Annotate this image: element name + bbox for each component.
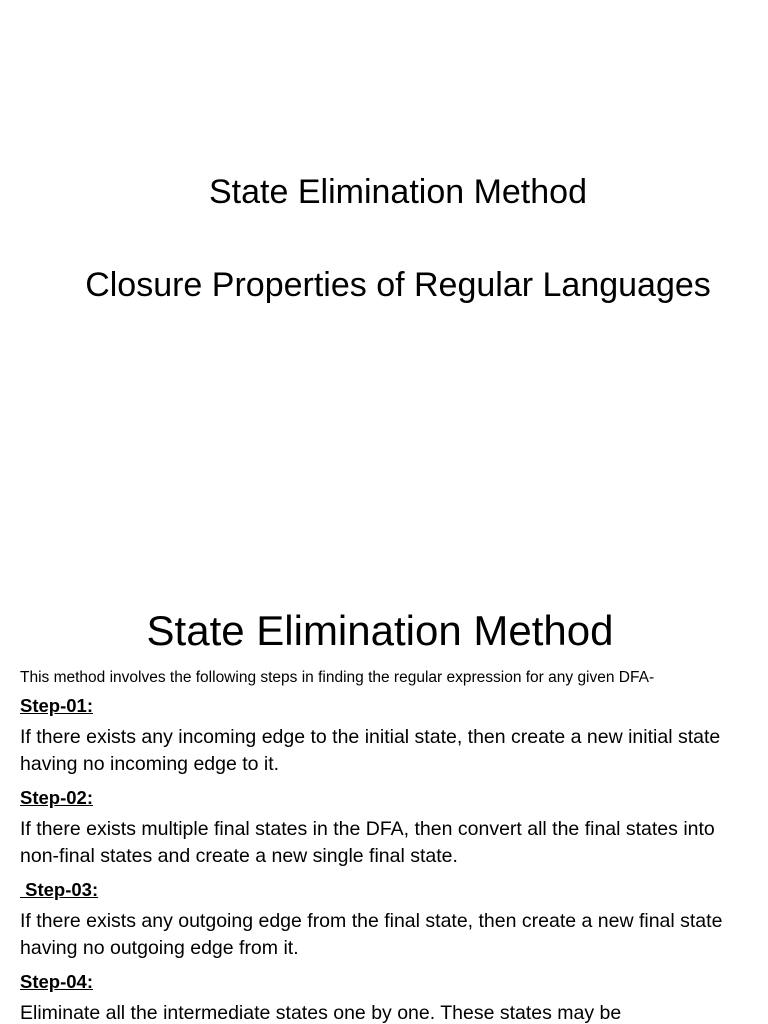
step-02-text: If there exists multiple final states in the DFA, then convert all the final states into non-final states and create a new single final state. [20,818,715,867]
intro-text: This method involves the following steps in finding the regular expression for any given DFA- [20,669,655,686]
slide-2 [0,576,768,1024]
step-02-label: Step-02: [20,787,93,808]
step-01-label: Step-01: [20,695,93,716]
step-04-text: Eliminate all the intermediate states one by one. These states may be [20,1002,622,1024]
step-03-label: Step-03: [20,879,99,900]
slide-2-title: State Elimination Method [146,607,614,654]
slide-2-body [20,668,736,1024]
step-04-label: Step-04: [20,971,93,992]
slide-1-title: State Elimination Method [209,173,587,211]
step-03-text: If there exists any outgoing edge from the final state, then create a new final state having no outgoing edge from it. [20,910,723,959]
step-01-text: If there exists any incoming edge to the initial state, then create a new initial state having no incoming edge to it. [20,726,721,775]
slide-1-subtitle: Closure Properties of Regular Languages [85,266,711,304]
